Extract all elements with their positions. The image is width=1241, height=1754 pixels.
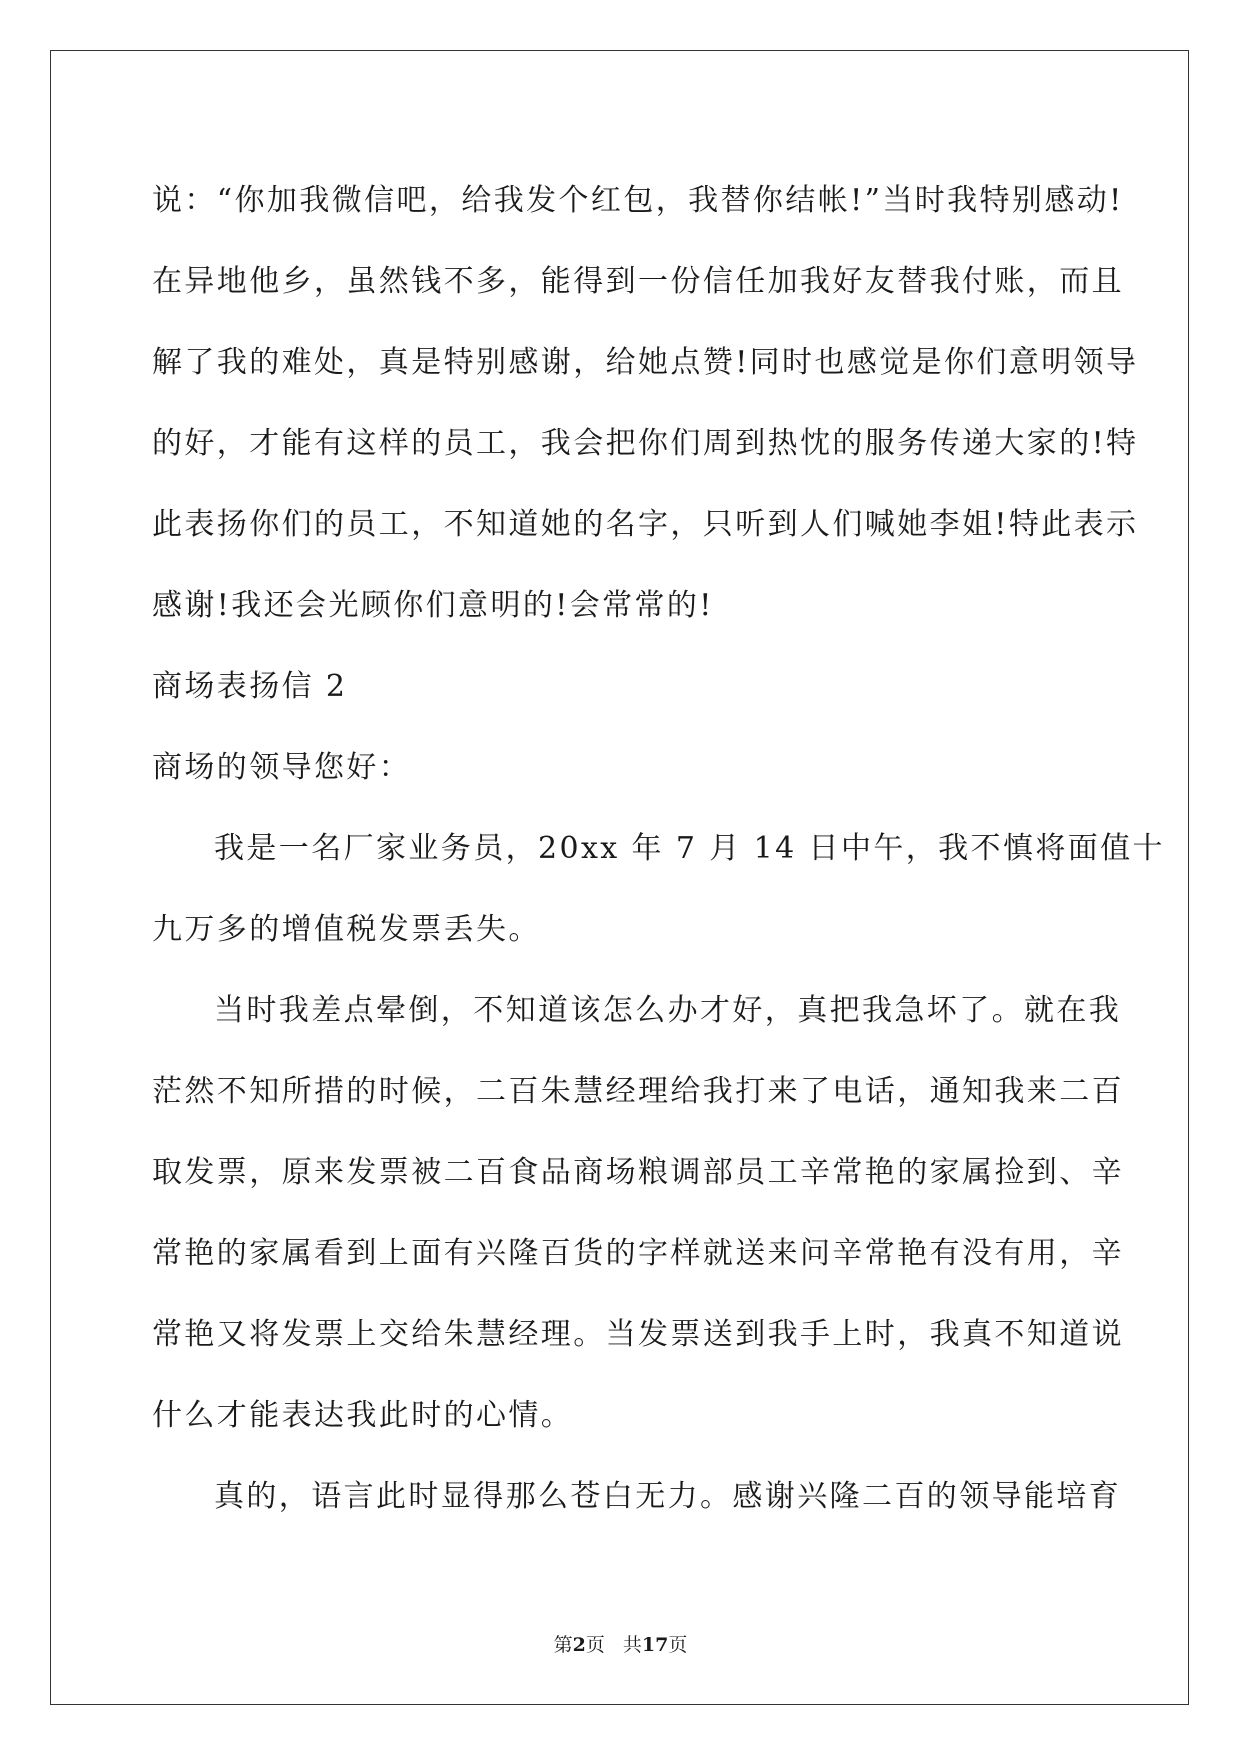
page-footer: [0, 1630, 1241, 1657]
text-line: 茫然不知所措的时候，二百朱慧经理给我打来了电话，通知我来二百: [152, 1074, 1124, 1109]
text-line: 此表扬你们的员工，不知道她的名字，只听到人们喊她李姐!特此表示: [152, 507, 1139, 542]
current-page-number: 2: [572, 1634, 586, 1656]
text-line: 感谢!我还会光顾你们意明的!会常常的!: [152, 588, 714, 623]
text-line: 真的，语言此时显得那么苍白无力。感谢兴隆二百的领导能培育: [214, 1479, 1122, 1514]
footer-page-suffix: 页: [585, 1634, 605, 1656]
text-line: 什么才能表达我此时的心情。: [152, 1398, 574, 1433]
total-page-number: 17: [641, 1634, 669, 1656]
text-line: 九万多的增值税发票丢失。: [152, 912, 541, 947]
footer-total-suffix: 页: [668, 1634, 688, 1656]
footer-prefix: 第: [553, 1634, 573, 1656]
text-line: 我是一名厂家业务员，20xx 年 7 月 14 日中午，我不慎将面值十: [214, 831, 1165, 866]
text-line: 解了我的难处，真是特别感谢，给她点赞!同时也感觉是你们意明领导: [152, 345, 1139, 380]
text-line: 当时我差点晕倒，不知道该怎么办才好，真把我急坏了。就在我: [214, 993, 1122, 1028]
text-line: 在异地他乡，虽然钱不多，能得到一份信任加我好友替我付账，而且: [152, 264, 1124, 299]
text-line: 常艳的家属看到上面有兴隆百货的字样就送来问辛常艳有没有用，辛: [152, 1236, 1124, 1271]
text-line: 取发票，原来发票被二百食品商场粮调部员工辛常艳的家属捡到、辛: [152, 1155, 1124, 1190]
text-line: 说：“你加我微信吧，给我发个红包，我替你结帐!”当时我特别感动!: [152, 183, 1124, 218]
text-line: 的好，才能有这样的员工，我会把你们周到热忱的服务传递大家的!特: [152, 426, 1139, 461]
document-body: [152, 160, 1165, 1537]
text-line: 商场表扬信 2: [152, 669, 348, 704]
text-line: 常艳又将发票上交给朱慧经理。当发票送到我手上时，我真不知道说: [152, 1317, 1124, 1352]
footer-total-prefix: 共: [622, 1634, 642, 1656]
text-line: 商场的领导您好：: [152, 750, 412, 785]
